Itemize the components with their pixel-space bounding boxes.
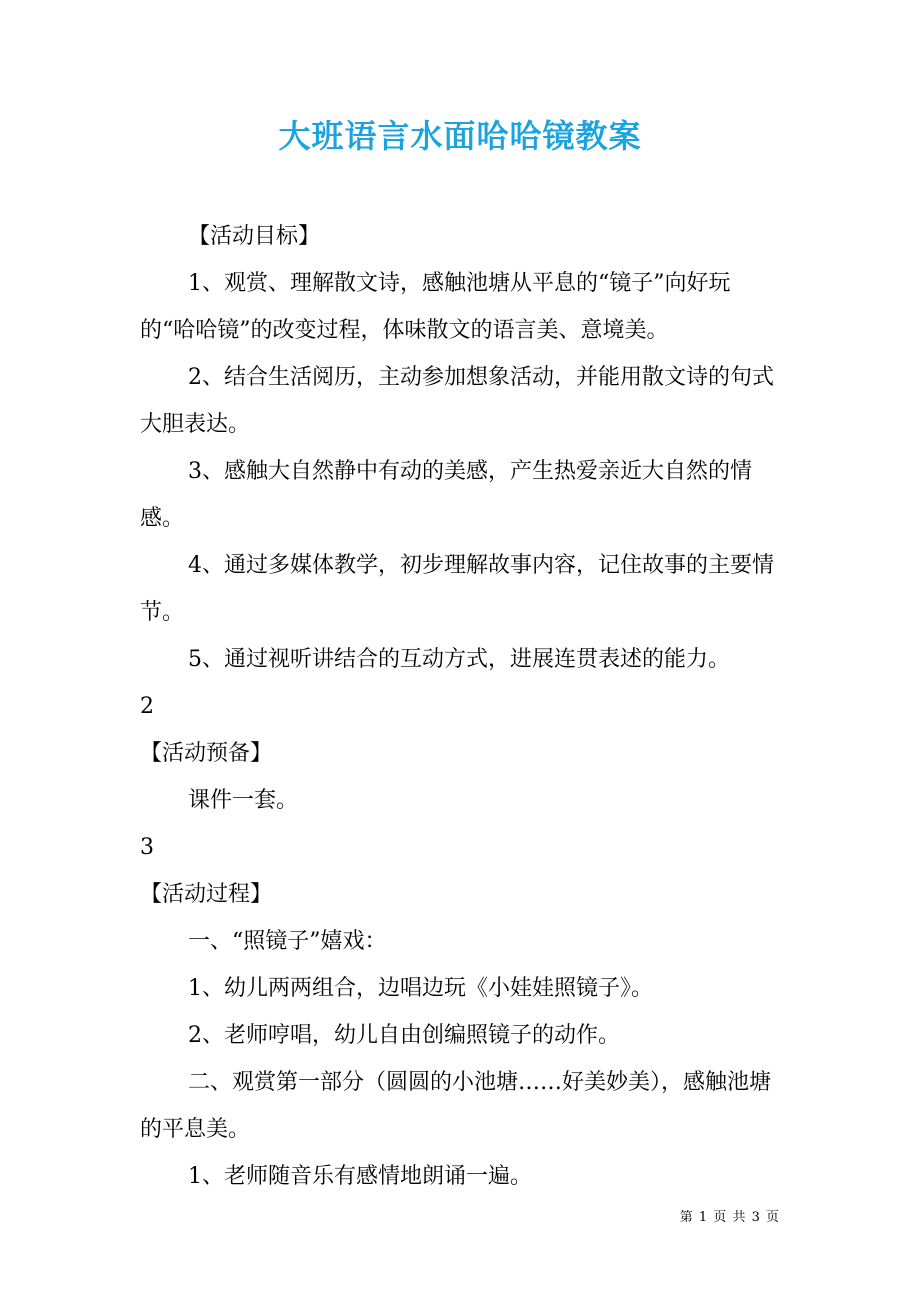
document-body xyxy=(140,213,782,1200)
paragraph: 5、通过视听讲结合的互动方式，进展连贯表述的能力。 xyxy=(188,647,730,672)
document-title: 大班语言水面哈哈镜教案 xyxy=(278,117,642,155)
paragraph: 1、观赏、理解散文诗，感触池塘从平息的“镜子”向好玩的“哈哈镜”的改变过程，体味散文的语言美、意境美。 xyxy=(140,271,731,343)
paragraph: 课件一套。 xyxy=(188,788,299,813)
paragraph: 4、通过多媒体教学，初步理解故事内容，记住故事的主要情节。 xyxy=(140,553,774,625)
paragraph: 【活动预备】 xyxy=(140,741,273,766)
paragraph: 二、观赏第一部分（圆圆的小池塘……好美妙美），感触池塘的平息美。 xyxy=(140,1070,772,1142)
paragraph: 【活动过程】 xyxy=(140,882,273,907)
paragraph: 3 xyxy=(140,835,154,860)
paragraph: 1、老师随音乐有感情地朗诵一遍。 xyxy=(188,1164,532,1189)
paragraph: 3、感触大自然静中有动的美感，产生热爱亲近大自然的情感。 xyxy=(140,459,752,531)
page-footer: 第 1 页 共 3 页 xyxy=(679,1210,780,1225)
paragraph: 1、幼儿两两组合，边唱边玩《小娃娃照镜子》。 xyxy=(188,976,653,1001)
paragraph: 2 xyxy=(140,694,154,719)
paragraph: 【活动目标】 xyxy=(188,224,321,249)
paragraph: 2、老师哼唱，幼儿自由创编照镜子的动作。 xyxy=(188,1023,620,1048)
paragraph: 一、“照镜子”嬉戏： xyxy=(188,929,387,954)
paragraph: 2、结合生活阅历，主动参加想象活动，并能用散文诗的句式大胆表达。 xyxy=(140,365,774,437)
